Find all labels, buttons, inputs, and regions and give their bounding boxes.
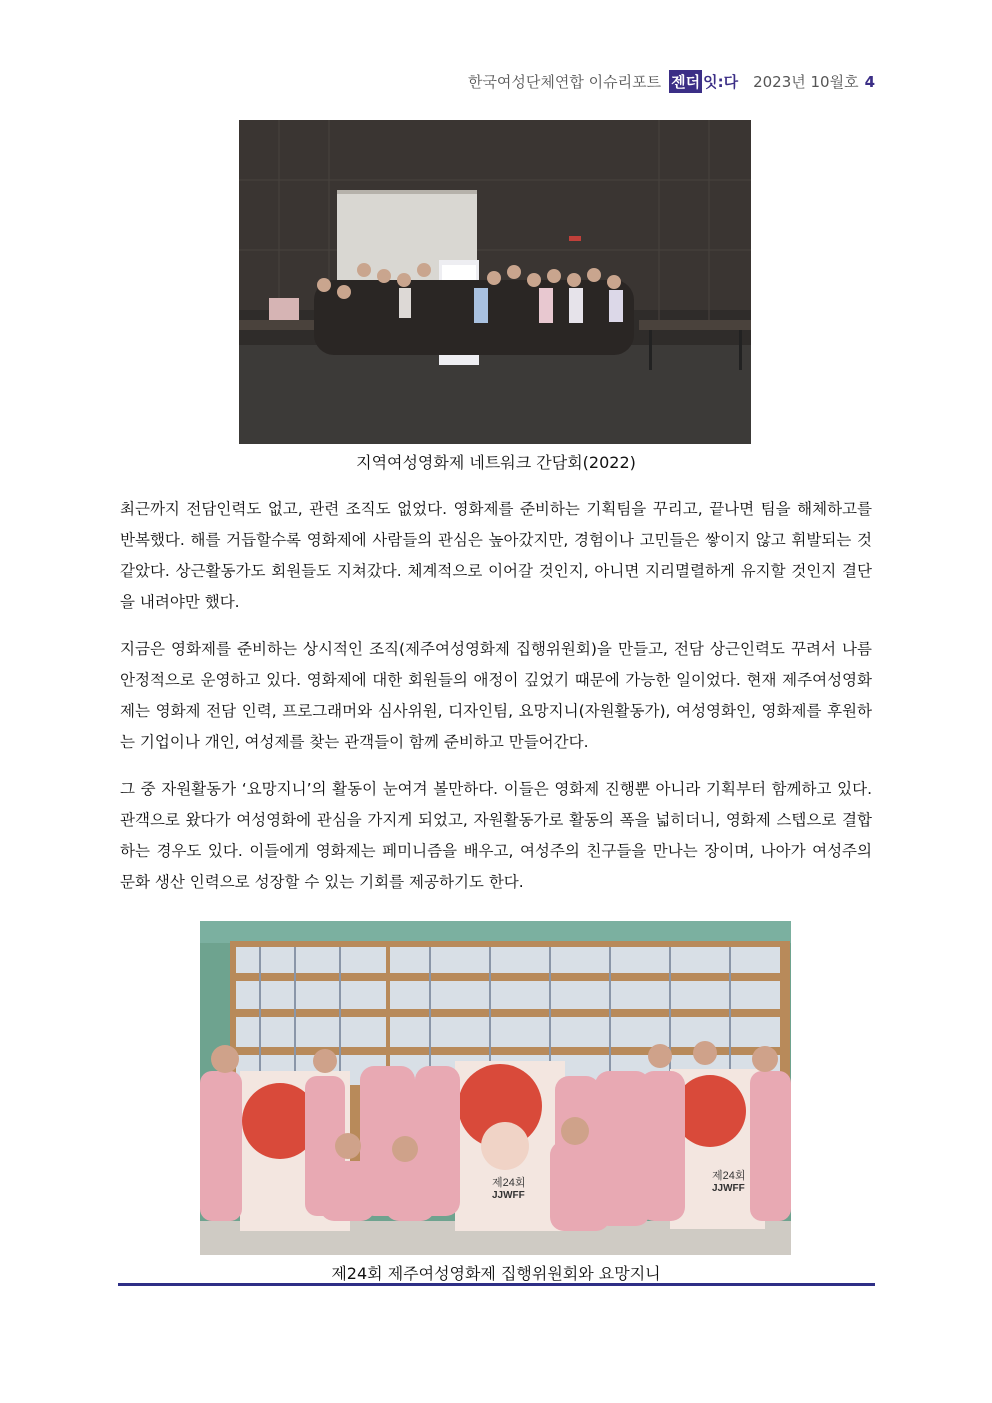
paragraph-3: 그 중 자원활동가 ‘요망지니’의 활동이 눈여겨 볼만하다. 이들은 영화제 진행뿐 아니라 기획부터 함께하고 있다. 관객으로 왔다가 여성영화에 관심을 가지게 되었고, 자원활동가로 활동의 폭을 넓히더니, 영화제 스텝으로 결합하는 경우도 있다. 이들에게 영화제는 페미니즘을 배우고, 여성주의 친구들을 만나는 장이며, 나아가 여성주의 문화 생산 인력으로 성장할 수 있는 기회를 제공하기도 한다. (120, 780, 872, 891)
figure1-caption: 지역여성영화제 네트워크 간담회(2022) (356, 453, 636, 472)
brand-logo-part2: 잇:다 (703, 73, 739, 91)
poster-title: 제24회 (712, 1170, 746, 1182)
page-number: 4 (864, 72, 875, 91)
brand-logo (669, 70, 739, 93)
figure2-caption: 제24회 제주여성영화제 집행위원회와 요망지니 (331, 1264, 661, 1283)
network-meeting-photo (239, 120, 751, 444)
issue-date: 2023년 10월호 (753, 73, 859, 91)
page-header (468, 70, 875, 93)
poster-name: JJWFF (712, 1183, 745, 1194)
paragraph-2: 지금은 영화제를 준비하는 상시적인 조직(제주여성영화제 집행위원회)을 만들고, 전담 상근인력도 꾸려서 나름 안정적으로 운영하고 있다. 영화제에 대한 회원들의 애정이 깊었기 때문에 가능한 일이었다. 현재 제주여성영화제는 영화제 전담 인력, 프로그래머와 심사위원, 디자인팀, 요망지니(자원활동가), 여성영화인, 영화제를 후원하는 기업이나 개인, 여성제를 찾는 관객들이 함께 준비하고 만들어간다. (120, 640, 872, 751)
festival-team-photo (200, 921, 791, 1255)
paragraph-1: 최근까지 전담인력도 없고, 관련 조직도 없었다. 영화제를 준비하는 기획팀을 꾸리고, 끝나면 팀을 해체하고를 반복했다. 해를 거듭할수록 영화제에 사람들의 관심은 높아갔지만, 경험이나 고민들은 쌓이지 않고 휘발되는 것 같았다. 상근활동가도 회원들도 지쳐갔다. 체계적으로 이어갈 것인지, 아니면 지리멸렬하게 유지할 것인지 결단을 내려야만 했다. (120, 500, 872, 611)
poster-name-center: JJWFF (492, 1190, 525, 1201)
brand-logo-part1: 젠더 (669, 70, 702, 93)
poster-title-center: 제24회 (492, 1177, 526, 1189)
footer-rule (118, 1283, 875, 1286)
report-series-title: 한국여성단체연합 이슈리포트 (467, 73, 662, 91)
